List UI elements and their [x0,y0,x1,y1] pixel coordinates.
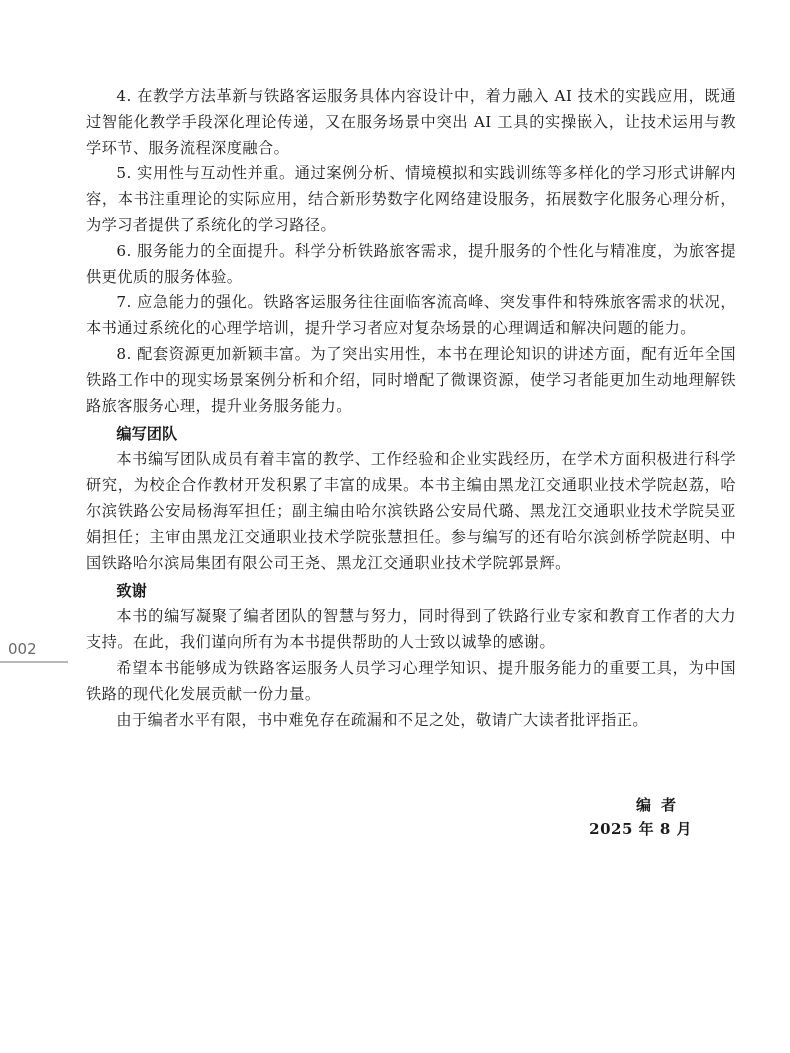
team-paragraph: 本书编写团队成员有着丰富的教学、工作经验和企业实践经历，在学术方面积极进行科学研究，为校企合作教材开发积累了丰富的成果。本书主编由黑龙江交通职业技术学院赵荔，哈尔滨铁路公安局杨海军担任；副主编由哈尔滨铁路公安局代璐、黑龙江交通职业技术学院吴亚娟担任；主审由黑龙江交通职业技术学院张慧担任。参与编写的还有哈尔滨剑桥学院赵明、中国铁路哈尔滨局集团有限公司王尧、黑龙江交通职业技术学院郭景辉。 [86,450,736,572]
signature-author: 编者 [635,796,686,814]
team-heading: 编写团队 [116,425,178,444]
page-number-rule [0,661,68,663]
feature-item-8: 8. 配套资源更加新颖丰富。为了突出实用性，本书在理论知识的讲述方面，配有近年全国铁路工作中的现实场景案例分析和介绍，同时增配了微课资源，使学习者能更加生动地理解铁路旅客服务心理，提升业务服务能力。 [86,344,736,415]
thanks-paragraph-3: 由于编者水平有限，书中难免存在疏漏和不足之处，敬请广大读者批评指正。 [116,710,649,729]
feature-item-6: 6. 服务能力的全面提升。科学分析铁路旅客需求，提升服务的个性化与精准度，为旅客提供更优质的服务体验。 [86,241,736,286]
page-body [86,84,736,733]
signature-date: 2025 年 8 月 [589,820,692,838]
page-number: 002 [8,640,37,658]
feature-item-7: 7. 应急能力的强化。铁路客运服务往往面临客流高峰、突发事件和特殊旅客需求的状况，本书通过系统化的心理学培训，提升学习者应对复杂场景的心理调适和解决问题的能力。 [86,293,736,338]
feature-item-4: 4. 在教学方法革新与铁路客运服务具体内容设计中，着力融入 AI 技术的实践应用，既通过智能化教学手段深化理论传递，又在服务场景中突出 AI 工具的实操嵌入，让技术运用与教学环节、服务流程深度融合。 [86,87,736,157]
thanks-paragraph-1: 本书的编写凝聚了编者团队的智慧与努力，同时得到了铁路行业专家和教育工作者的大力支持。在此，我们谨向所有为本书提供帮助的人士致以诚挚的感谢。 [86,607,736,652]
thanks-paragraph-2: 希望本书能够成为铁路客运服务人员学习心理学知识、提升服务能力的重要工具，为中国铁路的现代化发展贡献一份力量。 [86,658,736,703]
thanks-heading: 致谢 [116,582,147,601]
feature-item-5: 5. 实用性与互动性并重。通过案例分析、情境模拟和实践训练等多样化的学习形式讲解内容，本书注重理论的实际应用，结合新形势数字化网络建设服务，拓展数字化服务心理分析，为学习者提供了系统化的学习路径。 [86,164,736,234]
